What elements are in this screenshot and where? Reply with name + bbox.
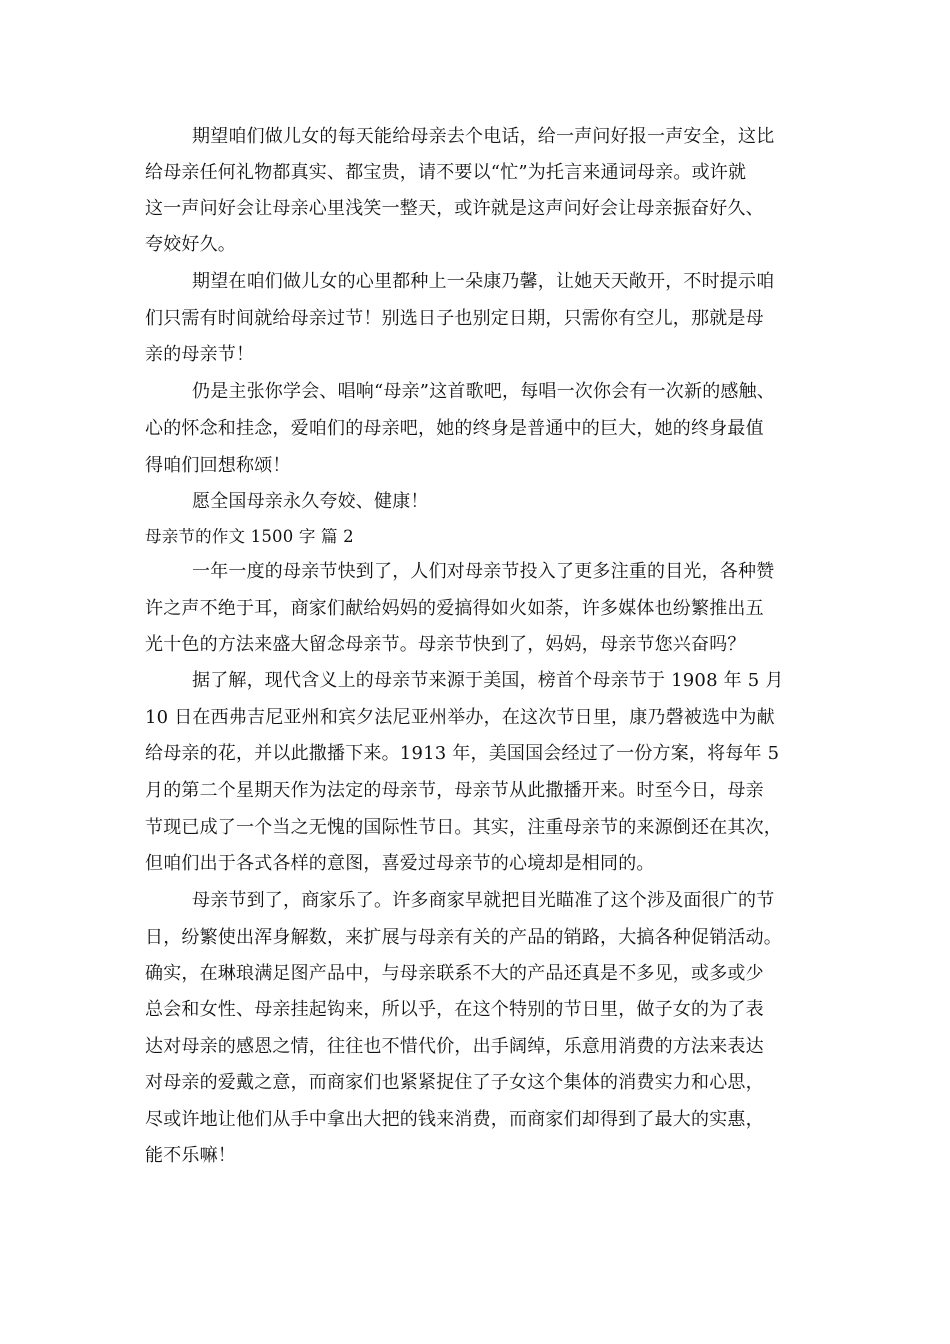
paragraph-line: 愿全国母亲永久夸姣、健康！ (192, 491, 429, 512)
paragraph-line: 期望在咱们做儿女的心里都种上一朵康乃馨，让她天天敞开，不时提示咱 (192, 271, 775, 292)
paragraph-line: 母亲节到了，商家乐了。许多商家早就把目光瞄准了这个涉及面很广的节 (192, 890, 775, 911)
paragraph-line: 一年一度的母亲节快到了，人们对母亲节投入了更多注重的目光，各种赞 (192, 561, 775, 582)
paragraph-line: 对母亲的爱戴之意，而商家们也紧紧捉住了子女这个集体的消费实力和心思， (145, 1072, 764, 1093)
paragraph-line: 月的第二个星期天作为法定的母亲节，母亲节从此撒播开来。时至今日，母亲 (145, 780, 764, 801)
paragraph-line: 光十色的方法来盛大留念母亲节。母亲节快到了，妈妈，母亲节您兴奋吗？ (145, 634, 746, 655)
paragraph-line: 得咱们回想称颂！ (145, 455, 291, 476)
paragraph-line: 给母亲的花，并以此撒播下来。1913 年，美国国会经过了一份方案，将每年 5 (145, 743, 780, 764)
paragraph-line: 心的怀念和挂念，爱咱们的母亲吧，她的终身是普通中的巨大，她的终身最值 (145, 418, 764, 439)
paragraph-line: 但咱们出于各式各样的意图，喜爱过母亲节的心境却是相同的。 (145, 853, 655, 874)
paragraph-line: 10 日在西弗吉尼亚州和宾夕法尼亚州举办，在这次节日里，康乃磬被选中为献 (145, 707, 775, 728)
paragraph-line: 尽或许地让他们从手中拿出大把的钱来消费，而商家们却得到了最大的实惠， (145, 1109, 764, 1130)
paragraph-line: 总会和女性、母亲挂起钩来，所以乎，在这个特别的节日里，做子女的为了表 (145, 999, 764, 1020)
paragraph-line: 达对母亲的感恩之情，往往也不惜代价，出手阔绰，乐意用消费的方法来表达 (145, 1036, 764, 1057)
paragraph-line: 期望咱们做儿女的每天能给母亲去个电话，给一声问好报一声安全，这比 (192, 126, 775, 147)
paragraph-line: 日，纷繁使出浑身解数，来扩展与母亲有关的产品的销路，大搞各种促销活动。 (145, 927, 782, 948)
paragraph-line: 确实，在琳琅满足图产品中，与母亲联系不大的产品还真是不多见，或多或少 (145, 963, 764, 984)
paragraph-line: 节现已成了一个当之无愧的国际性节日。其实，注重母亲节的来源倒还在其次， (145, 817, 782, 838)
paragraph-line: 许之声不绝于耳，商家们献给妈妈的爱搞得如火如荼，许多媒体也纷繁推出五 (145, 598, 764, 619)
section-heading: 母亲节的作文 1500 字 篇 2 (145, 527, 354, 546)
paragraph-line: 夸姣好久。 (145, 234, 236, 255)
paragraph-line: 这一声问好会让母亲心里浅笑一整天，或许就是这声问好会让母亲振奋好久、 (145, 198, 764, 219)
paragraph-line: 能不乐嘛！ (145, 1145, 236, 1166)
paragraph-line: 给母亲任何礼物都真实、都宝贵，请不要以“忙”为托言来通词母亲。或许就 (145, 162, 747, 183)
paragraph-line: 亲的母亲节！ (145, 344, 255, 365)
paragraph-line: 们只需有时间就给母亲过节！别选日子也别定日期，只需你有空儿，那就是母 (145, 308, 764, 329)
paragraph-line: 据了解，现代含义上的母亲节来源于美国，榜首个母亲节于 1908 年 5 月 (192, 670, 784, 691)
paragraph-line: 仍是主张你学会、唱响“母亲”这首歌吧，每唱一次你会有一次新的感触、 (192, 381, 776, 402)
